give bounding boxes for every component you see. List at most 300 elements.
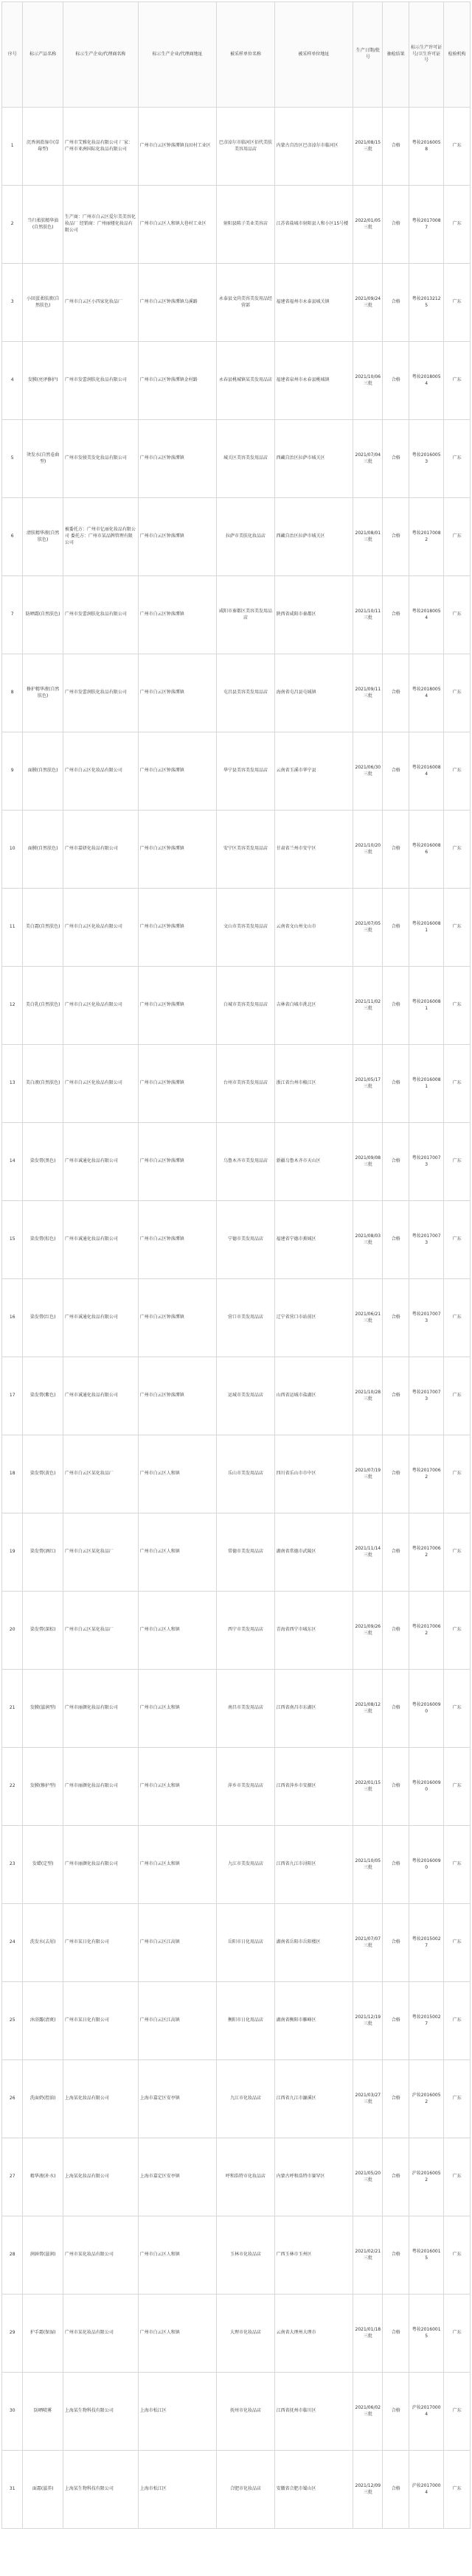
table-row bbox=[2, 1904, 471, 1982]
company-address: 广州市白云区钟落潭镇 bbox=[138, 1201, 217, 1279]
sampler-name: 萍乡市美发用品店 bbox=[217, 1748, 274, 1826]
table-row bbox=[2, 2138, 471, 2216]
test-result: 合格 bbox=[383, 967, 409, 1045]
company-name: 广州市艾雅化妆品有限公司 厂家：广州市亚洲国际化妆品有限公司 bbox=[63, 108, 138, 186]
row-number: 22 bbox=[2, 1748, 23, 1826]
inspection-table bbox=[1, 1, 471, 2529]
testing-lab: 广东 bbox=[444, 1826, 471, 1904]
company-address: 广州市白云区江高镇 bbox=[138, 1982, 217, 2060]
company-address: 上海市嘉定区安亭镇 bbox=[138, 2060, 217, 2138]
product-name: 面霜(滋养) bbox=[23, 2451, 63, 2529]
sampler-name: 常德市美发用品店 bbox=[217, 1513, 274, 1592]
header-cell: 生产日期/批号 bbox=[353, 2, 383, 108]
testing-lab: 广东 bbox=[444, 2216, 471, 2295]
table-row bbox=[2, 1123, 471, 1201]
row-number: 28 bbox=[2, 2216, 23, 2295]
product-name: 发膜(修护型) bbox=[23, 1748, 63, 1826]
sampler-address: 福建省宁德市蕉城区 bbox=[274, 1201, 353, 1279]
testing-lab: 广东 bbox=[444, 420, 471, 498]
testing-lab: 广东 bbox=[444, 1513, 471, 1592]
test-result: 合格 bbox=[383, 1123, 409, 1201]
license-number: 粤妆20160086 bbox=[409, 811, 443, 889]
table-row bbox=[2, 2216, 471, 2295]
table-row bbox=[2, 1357, 471, 1435]
test-result: 合格 bbox=[383, 2451, 409, 2529]
company-name: 上海某化妆品有限公司 bbox=[63, 2060, 138, 2138]
table-row bbox=[2, 889, 471, 967]
product-name: 面膜(自然肤色) bbox=[23, 811, 63, 889]
company-address: 广州市白云区钟落潭镇 bbox=[138, 1045, 217, 1123]
product-name: 精华液(补水) bbox=[23, 2138, 63, 2216]
sampler-name: 南昌市美发用品店 bbox=[217, 1670, 274, 1748]
product-name: 沐浴露(清爽) bbox=[23, 1982, 63, 2060]
production-date: 2021/05/20 三批 bbox=[353, 2138, 383, 2216]
testing-lab: 广东 bbox=[444, 2295, 471, 2373]
table-row bbox=[2, 2373, 471, 2451]
company-address: 广州市白云区钟落潭镇 bbox=[138, 576, 217, 654]
row-number: 26 bbox=[2, 2060, 23, 2138]
row-number: 30 bbox=[2, 2373, 23, 2451]
license-number: 粤妆20150027 bbox=[409, 1904, 443, 1982]
license-number: 粤妆20150027 bbox=[409, 1982, 443, 2060]
production-date: 2021/09/08 三批 bbox=[353, 1123, 383, 1201]
table-row bbox=[2, 1826, 471, 1904]
company-address: 广州市白云区人和镇大巷村工业区 bbox=[138, 186, 217, 264]
test-result: 合格 bbox=[383, 342, 409, 420]
sampler-name: 九江市化妆品店 bbox=[217, 2060, 274, 2138]
production-date: 2021/08/15 三批 bbox=[353, 108, 383, 186]
sampler-name: 九江市美发用品店 bbox=[217, 1826, 274, 1904]
row-number: 20 bbox=[2, 1592, 23, 1670]
license-number: 粤妆20180054 bbox=[409, 342, 443, 420]
sampler-address: 新疆乌鲁木齐市天山区 bbox=[274, 1123, 353, 1201]
test-result: 合格 bbox=[383, 2060, 409, 2138]
header-cell: 标示产品名称 bbox=[23, 2, 63, 108]
row-number: 12 bbox=[2, 967, 23, 1045]
test-result: 合格 bbox=[383, 1279, 409, 1357]
table-row bbox=[2, 2060, 471, 2138]
company-address: 广州市白云区人和镇 bbox=[138, 2216, 217, 2295]
product-name: 美白霜(自然肤色) bbox=[23, 889, 63, 967]
sampler-address: 浙江省台州市椒江区 bbox=[274, 1045, 353, 1123]
table-row bbox=[2, 1592, 471, 1670]
testing-lab: 广东 bbox=[444, 2373, 471, 2451]
company-address: 广州市白云区钟落潭镇 bbox=[138, 420, 217, 498]
table-row bbox=[2, 1045, 471, 1123]
sampler-name: 大理市化妆品店 bbox=[217, 2295, 274, 2373]
header-cell: 标示生产企业/代理商地址 bbox=[138, 2, 217, 108]
license-number: 沪妆20170004 bbox=[409, 2451, 443, 2529]
company-name: 广州市某化妆品有限公司 bbox=[63, 2216, 138, 2295]
testing-lab: 广东 bbox=[444, 2451, 471, 2529]
sampler-name: 华宁县美容美发用品店 bbox=[217, 732, 274, 811]
testing-lab: 广东 bbox=[444, 1201, 471, 1279]
table-row bbox=[2, 1279, 471, 1357]
table-row bbox=[2, 186, 471, 264]
sampler-address: 四川省乐山市市中区 bbox=[274, 1435, 353, 1513]
table-row bbox=[2, 2295, 471, 2373]
company-name: 广州市嘉妍化妆品有限公司 bbox=[63, 811, 138, 889]
testing-lab: 广东 bbox=[444, 498, 471, 576]
row-number: 17 bbox=[2, 1357, 23, 1435]
testing-lab: 广东 bbox=[444, 186, 471, 264]
product-name: 染发膏(黑色) bbox=[23, 1123, 63, 1201]
license-number: 粤妆20160015 bbox=[409, 2295, 443, 2373]
sampler-address: 江西省九江市浔阳区 bbox=[274, 1826, 353, 1904]
company-name: 广州市某日化有限公司 bbox=[63, 1982, 138, 2060]
sampler-name: 永春县桃城镇某美发用品店 bbox=[217, 342, 274, 420]
product-name: 染发膏(黄色) bbox=[23, 1435, 63, 1513]
production-date: 2021/01/18 三批 bbox=[353, 2295, 383, 2373]
product-name: 小回蛋柔肤液(自然肤色) bbox=[23, 264, 63, 342]
table-row bbox=[2, 732, 471, 811]
company-name: 广州市白云区化妆品有限公司 bbox=[63, 732, 138, 811]
company-name: 广州市白云区某化妆品厂 bbox=[63, 1513, 138, 1592]
testing-lab: 广东 bbox=[444, 1748, 471, 1826]
company-name: 广州市诚通化妆品有限公司 bbox=[63, 1357, 138, 1435]
company-name: 广州市白云区某化妆品厂 bbox=[63, 1592, 138, 1670]
row-number: 13 bbox=[2, 1045, 23, 1123]
production-date: 2021/10/28 三批 bbox=[353, 1357, 383, 1435]
license-number: 粤妆20180054 bbox=[409, 576, 443, 654]
row-number: 25 bbox=[2, 1982, 23, 2060]
license-number: 粤妆20170073 bbox=[409, 1357, 443, 1435]
product-name: 防晒霜(自然肤色) bbox=[23, 576, 63, 654]
sampler-name: 台州市美容美发用品店 bbox=[217, 1045, 274, 1123]
sampler-name: 岳阳市日化用品店 bbox=[217, 1904, 274, 1982]
sampler-address: 海南省屯昌县屯城镇 bbox=[274, 654, 353, 732]
row-number: 11 bbox=[2, 889, 23, 967]
sampler-address: 湖南省衡阳市雁峰区 bbox=[274, 1982, 353, 2060]
table-row bbox=[2, 420, 471, 498]
test-result: 合格 bbox=[383, 108, 409, 186]
company-name: 上海某生物科技有限公司 bbox=[63, 2451, 138, 2529]
company-address: 广州市白云区钟落潭镇 bbox=[138, 1279, 217, 1357]
sampler-address: 江西省南昌市东湖区 bbox=[274, 1670, 353, 1748]
table-row bbox=[2, 1201, 471, 1279]
product-name: 清肤精华液(自然肤色) bbox=[23, 498, 63, 576]
table-row bbox=[2, 1670, 471, 1748]
testing-lab: 广东 bbox=[444, 967, 471, 1045]
license-number: 粤妆20170062 bbox=[409, 1513, 443, 1592]
license-number: 粤妆20160081 bbox=[409, 889, 443, 967]
header-cell: 标示生产许可证号/卫生许可证号 bbox=[409, 2, 443, 108]
test-result: 合格 bbox=[383, 654, 409, 732]
license-number: 粤妆20132125 bbox=[409, 264, 443, 342]
product-name: 发膜(亮泽修护) bbox=[23, 342, 63, 420]
product-name: 洗发水(去屑) bbox=[23, 1904, 63, 1982]
test-result: 合格 bbox=[383, 2373, 409, 2451]
row-number: 31 bbox=[2, 2451, 23, 2529]
sampler-address: 云南省玉溪市华宁县 bbox=[274, 732, 353, 811]
test-result: 合格 bbox=[383, 1045, 409, 1123]
production-date: 2021/10/06 三批 bbox=[353, 342, 383, 420]
table-row bbox=[2, 1513, 471, 1592]
sampler-address: 湖南省常德市武陵区 bbox=[274, 1513, 353, 1592]
company-name: 广州市诚通化妆品有限公司 bbox=[63, 1123, 138, 1201]
production-date: 2021/05/17 三批 bbox=[353, 1045, 383, 1123]
sampler-address: 江西省九江市濂溪区 bbox=[274, 2060, 353, 2138]
company-name: 广州市丽颜化妆品有限公司 bbox=[63, 1748, 138, 1826]
production-date: 2021/07/19 三批 bbox=[353, 1435, 383, 1513]
company-address: 广州市白云区人和镇 bbox=[138, 1513, 217, 1592]
product-name: 润唇膏(滋润) bbox=[23, 2216, 63, 2295]
test-result: 合格 bbox=[383, 420, 409, 498]
sampler-name: 乐山市美发用品店 bbox=[217, 1435, 274, 1513]
production-date: 2021/06/21 三批 bbox=[353, 1279, 383, 1357]
sampler-name: 营口市美发用品店 bbox=[217, 1279, 274, 1357]
sampler-address: 甘肃省兰州市安宁区 bbox=[274, 811, 353, 889]
testing-lab: 广东 bbox=[444, 654, 471, 732]
test-result: 合格 bbox=[383, 811, 409, 889]
company-address: 上海市松江区 bbox=[138, 2373, 217, 2451]
row-number: 16 bbox=[2, 1279, 23, 1357]
table-row bbox=[2, 967, 471, 1045]
table-row bbox=[2, 498, 471, 576]
sampler-address: 安徽省合肥市蜀山区 bbox=[274, 2451, 353, 2529]
table-row bbox=[2, 108, 471, 186]
sampler-address: 江西省抚州市临川区 bbox=[274, 2373, 353, 2451]
test-result: 合格 bbox=[383, 498, 409, 576]
test-result: 合格 bbox=[383, 1513, 409, 1592]
row-number: 14 bbox=[2, 1123, 23, 1201]
product-name: 染发膏(酒红) bbox=[23, 1513, 63, 1592]
sampler-name: 呼和浩特市化妆品店 bbox=[217, 2138, 274, 2216]
company-address: 广州市白云区人和镇 bbox=[138, 2295, 217, 2373]
license-number: 粤妆20160081 bbox=[409, 1045, 443, 1123]
sampler-address: 江苏省盐城市射阳县人和小区15号楼 bbox=[274, 186, 353, 264]
testing-lab: 广东 bbox=[444, 1045, 471, 1123]
product-name: 染发膏(深棕) bbox=[23, 1592, 63, 1670]
license-number: 粤妆20180054 bbox=[409, 654, 443, 732]
test-result: 合格 bbox=[383, 186, 409, 264]
company-name: 广州市丽颜化妆品有限公司 bbox=[63, 1826, 138, 1904]
testing-lab: 广东 bbox=[444, 732, 471, 811]
sampler-name: 拉萨市美肤化妆品店 bbox=[217, 498, 274, 576]
product-name: 修护精华液(自然肤色) bbox=[23, 654, 63, 732]
sampler-address: 吉林省白城市洮北区 bbox=[274, 967, 353, 1045]
sampler-name: 衡阳市日化用品店 bbox=[217, 1982, 274, 2060]
row-number: 29 bbox=[2, 2295, 23, 2373]
company-address: 广州市白云区钟落潭镇 bbox=[138, 1123, 217, 1201]
row-number: 27 bbox=[2, 2138, 23, 2216]
test-result: 合格 bbox=[383, 2295, 409, 2373]
testing-lab: 广东 bbox=[444, 811, 471, 889]
sampler-name: 射阳县陈子美业美容店 bbox=[217, 186, 274, 264]
table-row bbox=[2, 2451, 471, 2529]
testing-lab: 广东 bbox=[444, 1357, 471, 1435]
company-address: 广州市白云区钟落潭镇 bbox=[138, 811, 217, 889]
license-number: 粤妆20160081 bbox=[409, 967, 443, 1045]
testing-lab: 广东 bbox=[444, 576, 471, 654]
production-date: 2021/08/12 三批 bbox=[353, 1670, 383, 1748]
company-address: 广州市白云区钟落潭镇 bbox=[138, 498, 217, 576]
company-address: 广州市白云区江高镇 bbox=[138, 1904, 217, 1982]
company-name: 广州市白云区化妆品有限公司 bbox=[63, 967, 138, 1045]
product-name: 美白乳(自然肤色) bbox=[23, 967, 63, 1045]
sampler-name: 乌鲁木齐市美发用品店 bbox=[217, 1123, 274, 1201]
license-number: 粤妆20170082 bbox=[409, 498, 443, 576]
production-date: 2021/12/09 三批 bbox=[353, 2451, 383, 2529]
table-row bbox=[2, 1748, 471, 1826]
license-number: 粤妆20160090 bbox=[409, 1826, 443, 1904]
product-name: 沉香润滑湿巾(草莓型) bbox=[23, 108, 63, 186]
inspection-results-sheet bbox=[0, 1, 472, 2576]
license-number: 沪妆20170004 bbox=[409, 2373, 443, 2451]
company-name: 广州市发骏美发化妆品有限公司 bbox=[63, 420, 138, 498]
table-row bbox=[2, 654, 471, 732]
header-cell: 序号 bbox=[2, 2, 23, 108]
sampler-address: 西藏自治区拉萨市城关区 bbox=[274, 420, 353, 498]
testing-lab: 广东 bbox=[444, 1670, 471, 1748]
company-name: 上海某生物科技有限公司 bbox=[63, 2373, 138, 2451]
license-number: 粤妆20170062 bbox=[409, 1435, 443, 1513]
row-number: 8 bbox=[2, 654, 23, 732]
header-cell: 标示生产企业/代理商名称 bbox=[63, 2, 138, 108]
license-number: 粤妆20160015 bbox=[409, 2216, 443, 2295]
test-result: 合格 bbox=[383, 1201, 409, 1279]
row-number: 6 bbox=[2, 498, 23, 576]
testing-lab: 广东 bbox=[444, 1982, 471, 2060]
production-date: 2021/07/05 三批 bbox=[353, 889, 383, 967]
company-address: 广州市白云区太和镇 bbox=[138, 1670, 217, 1748]
sampler-name: 运城市美发用品店 bbox=[217, 1357, 274, 1435]
product-name: 烫发水(自然卷曲型) bbox=[23, 420, 63, 498]
test-result: 合格 bbox=[383, 732, 409, 811]
company-name: 广州市白云区某化妆品厂 bbox=[63, 1435, 138, 1513]
company-address: 广州市白云区钟落潭镇金村路 bbox=[138, 342, 217, 420]
production-date: 2021/09/11 三批 bbox=[353, 654, 383, 732]
license-number: 沪妆20160052 bbox=[409, 2138, 443, 2216]
table-row bbox=[2, 1982, 471, 2060]
test-result: 合格 bbox=[383, 1435, 409, 1513]
test-result: 合格 bbox=[383, 2138, 409, 2216]
test-result: 合格 bbox=[383, 1748, 409, 1826]
testing-lab: 广东 bbox=[444, 1904, 471, 1982]
production-date: 2021/08/01 三批 bbox=[353, 498, 383, 576]
company-address: 广州市白云区钟落潭镇 bbox=[138, 1357, 217, 1435]
testing-lab: 广东 bbox=[444, 1279, 471, 1357]
product-name: 染发膏(棕色) bbox=[23, 1201, 63, 1279]
row-number: 3 bbox=[2, 264, 23, 342]
sampler-name: 文山市美容美发用品店 bbox=[217, 889, 274, 967]
license-number: 粤妆20160090 bbox=[409, 1670, 443, 1748]
production-date: 2021/12/19 三批 bbox=[353, 1982, 383, 2060]
sampler-address: 江西省萍乡市安源区 bbox=[274, 1748, 353, 1826]
company-address: 上海市松江区 bbox=[138, 2451, 217, 2529]
company-name: 被委托方：广州市亿丽化妆品有限公司 委托方：广州市某品牌管理有限公司 bbox=[63, 498, 138, 576]
sampler-address: 广西玉林市玉州区 bbox=[274, 2216, 353, 2295]
sampler-address: 湖南省岳阳市岳阳楼区 bbox=[274, 1904, 353, 1982]
product-name: 面膜(自然肤色) bbox=[23, 732, 63, 811]
row-number: 4 bbox=[2, 342, 23, 420]
test-result: 合格 bbox=[383, 2216, 409, 2295]
row-number: 21 bbox=[2, 1670, 23, 1748]
table-header-row bbox=[2, 2, 471, 108]
row-number: 1 bbox=[2, 108, 23, 186]
company-name: 广州市发蕾润肤化妆品有限公司 bbox=[63, 654, 138, 732]
company-name: 广州市某化妆品有限公司 bbox=[63, 2295, 138, 2373]
company-name: 广州市白云区化妆品有限公司 bbox=[63, 1045, 138, 1123]
testing-lab: 广东 bbox=[444, 1123, 471, 1201]
sampler-address: 西藏自治区拉萨市城关区 bbox=[274, 498, 353, 576]
sampler-name: 永泰县文尚美容美发用品经营部 bbox=[217, 264, 274, 342]
company-address: 广州市白云区钟落潭镇 bbox=[138, 732, 217, 811]
test-result: 合格 bbox=[383, 889, 409, 967]
sampler-name: 白城市美容美发用品店 bbox=[217, 967, 274, 1045]
sampler-name: 抚州市化妆品店 bbox=[217, 2373, 274, 2451]
production-date: 2021/07/07 三批 bbox=[353, 1904, 383, 1982]
production-date: 2021/10/05 三批 bbox=[353, 1826, 383, 1904]
sampler-address: 福建省福州市永泰县城关镇 bbox=[274, 264, 353, 342]
license-number: 粤妆20170073 bbox=[409, 1201, 443, 1279]
company-address: 上海市嘉定区安亭镇 bbox=[138, 2138, 217, 2216]
sampler-name: 咸阳市秦都区美容美发用品店 bbox=[217, 576, 274, 654]
row-number: 5 bbox=[2, 420, 23, 498]
sampler-address: 山西省运城市盐湖区 bbox=[274, 1357, 353, 1435]
table-row bbox=[2, 576, 471, 654]
production-date: 2021/11/14 三批 bbox=[353, 1513, 383, 1592]
row-number: 15 bbox=[2, 1201, 23, 1279]
company-address: 广州市白云区钟落潭镇 bbox=[138, 654, 217, 732]
license-number: 粤妆20170073 bbox=[409, 1123, 443, 1201]
sampler-name: 宁德市美发用品店 bbox=[217, 1201, 274, 1279]
sampler-address: 辽宁省营口市站前区 bbox=[274, 1279, 353, 1357]
testing-lab: 广东 bbox=[444, 889, 471, 967]
test-result: 合格 bbox=[383, 1982, 409, 2060]
testing-lab: 广东 bbox=[444, 1435, 471, 1513]
company-address: 广州市白云区太和镇 bbox=[138, 1826, 217, 1904]
test-result: 合格 bbox=[383, 576, 409, 654]
production-date: 2021/10/20 三批 bbox=[353, 811, 383, 889]
product-name: 护手霜(保湿) bbox=[23, 2295, 63, 2373]
test-result: 合格 bbox=[383, 1357, 409, 1435]
license-number: 粤妆20170073 bbox=[409, 1279, 443, 1357]
company-name: 广州市某日化有限公司 bbox=[63, 1904, 138, 1982]
production-date: 2022/01/05 三批 bbox=[353, 186, 383, 264]
row-number: 9 bbox=[2, 732, 23, 811]
company-name: 广州市白云区化妆品有限公司 bbox=[63, 889, 138, 967]
company-address: 广州市白云区钟落潭镇乌溪路 bbox=[138, 264, 217, 342]
production-date: 2021/02/21 三批 bbox=[353, 2216, 383, 2295]
table-row bbox=[2, 811, 471, 889]
test-result: 合格 bbox=[383, 1592, 409, 1670]
testing-lab: 广东 bbox=[444, 2138, 471, 2216]
testing-lab: 广东 bbox=[444, 342, 471, 420]
testing-lab: 广东 bbox=[444, 108, 471, 186]
production-date: 2021/06/30 三批 bbox=[353, 732, 383, 811]
production-date: 2021/09/26 三批 bbox=[353, 1592, 383, 1670]
company-address: 广州市白云区人和镇 bbox=[138, 1435, 217, 1513]
product-name: 防晒喷雾 bbox=[23, 2373, 63, 2451]
license-number: 粤妆20160090 bbox=[409, 1748, 443, 1826]
sampler-name: 城关区美容美发用品店 bbox=[217, 420, 274, 498]
test-result: 合格 bbox=[383, 1904, 409, 1982]
sampler-name: 巴彦淖尔市临河区佰代美肤美容用品店 bbox=[217, 108, 274, 186]
sampler-name: 西宁市美发用品店 bbox=[217, 1592, 274, 1670]
product-name: 当归柔肤精华油(自然肤色) bbox=[23, 186, 63, 264]
testing-lab: 广东 bbox=[444, 1592, 471, 1670]
table-row bbox=[2, 1435, 471, 1513]
sampler-address: 陕西省咸阳市秦都区 bbox=[274, 576, 353, 654]
license-number: 粤妆20160084 bbox=[409, 732, 443, 811]
company-address: 广州市白云区太和镇 bbox=[138, 1748, 217, 1826]
sampler-address: 内蒙古自治区巴彦淖尔市临河区 bbox=[274, 108, 353, 186]
row-number: 24 bbox=[2, 1904, 23, 1982]
sampler-address: 云南省文山州文山市 bbox=[274, 889, 353, 967]
table-row bbox=[2, 264, 471, 342]
production-date: 2021/03/27 三批 bbox=[353, 2060, 383, 2138]
